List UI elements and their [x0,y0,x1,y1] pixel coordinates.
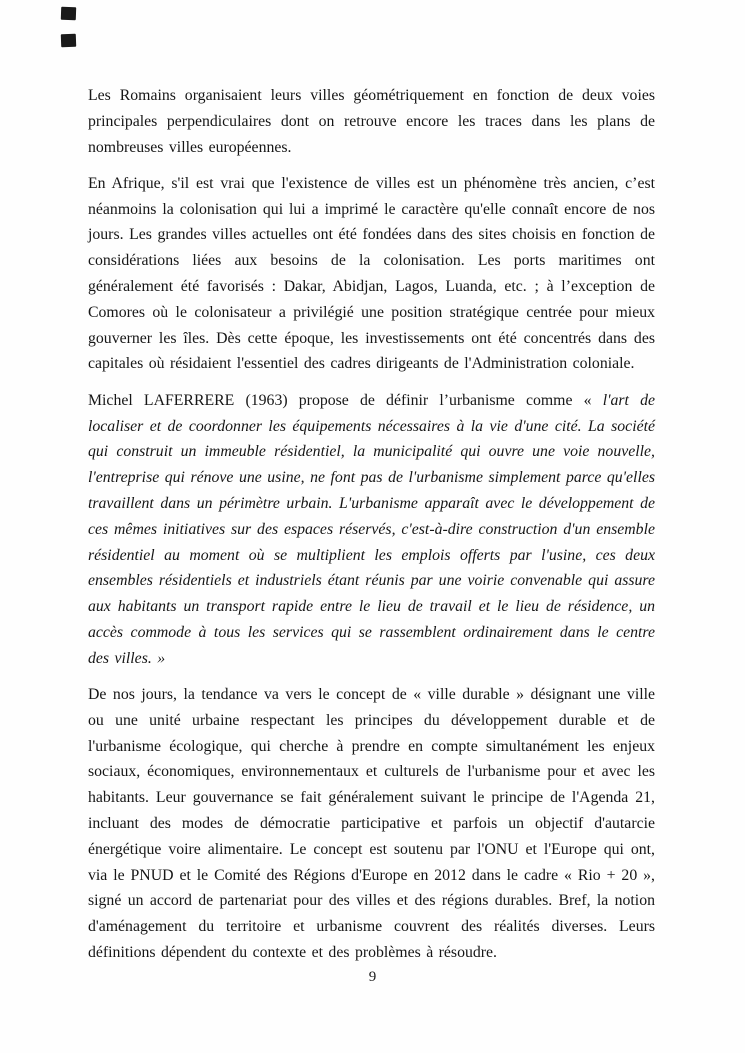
paragraph [88,388,655,672]
paragraph [88,682,655,966]
page-body-text [88,83,655,976]
body-text: Les Romains organisaient leurs villes géométriquement en fonction de deux voies principales perpendiculaires dont on retrouve encore les traces dans les plans de nombreuses villes européennes. [88,87,655,156]
quoted-italic-text: l'art de localiser et de coordonner les équipements nécessaires à la vie d'une cité. La société qui construit un immeuble résidentiel, la municipalité qui ouvre une voie nouvelle, l'entreprise qui rénove une usine, ne font pas de l'urbanisme simplement parce qu'elles travaillent dans un périmètre urbain. L'urbanisme apparaît avec le développement de ces mêmes initiatives sur des espaces réservés, c'est-à-dire construction d'un ensemble résidentiel au moment où se multiplient les emplois offerts par l'usine, ces deux ensembles résidentiels et industriels étant réunis par une voirie convenable qui assure aux habitants un transport rapide entre le lieu de travail et le lieu de résidence, un accès commode à tous les services qui se rassemblent ordinairement dans le centre des villes. » [88,391,656,667]
paragraph [88,83,655,160]
body-text: Michel LAFERRERE (1963) propose de définir l’urbanisme comme « [88,391,603,409]
scan-artifact [61,7,76,21]
scan-artifact [61,34,76,48]
body-text: De nos jours, la tendance va vers le concept de « ville durable » désignant une ville ou une unité urbaine respectant les principes du développement durable et de l'urbanisme écologique, qui cherche à prendre en compte simultanément les enjeux sociaux, économiques, environnementaux et culturels de l'urbanisme pour et avec les habitants. Leur gouvernance se fait généralement suivant le principe de l'Agenda 21, incluant des modes de démocratie participative et parfois un objectif d'autarcie énergétique voire alimentaire. Le concept est soutenu par l'ONU et l'Europe qui ont, via le PNUD et le Comité des Régions d'Europe en 2012 dans le cadre « Rio + 20 », signé un accord de partenariat pour des villes et des régions durables. Bref, la notion d'aménagement du territoire et urbanisme couvrent des réalités diverses. Leurs définitions dépendent du contexte et des problèmes à résoudre. [88,686,655,961]
paragraph [88,171,655,377]
page-number: 9 [368,969,377,985]
body-text: En Afrique, s'il est vrai que l'existence de villes est un phénomène très ancien, c’est néanmoins la colonisation qui lui a imprimé le caractère qu'elle connaît encore de nos jours. Les grandes villes actuelles ont été fondées dans des sites choisis en fonction de considérations liées aux besoins de la colonisation. Les ports maritimes ont généralement été favorisés : Dakar, Abidjan, Lagos, Luanda, etc. ; à l’exception de Comores où le colonisateur a privilégié une position stratégique centrée pour mieux gouverner les îles. Dès cette époque, les investissements ont été concentrés dans des capitales où résidaient l'essentiel des cadres dirigeants de l'Administration coloniale. [88,174,655,373]
